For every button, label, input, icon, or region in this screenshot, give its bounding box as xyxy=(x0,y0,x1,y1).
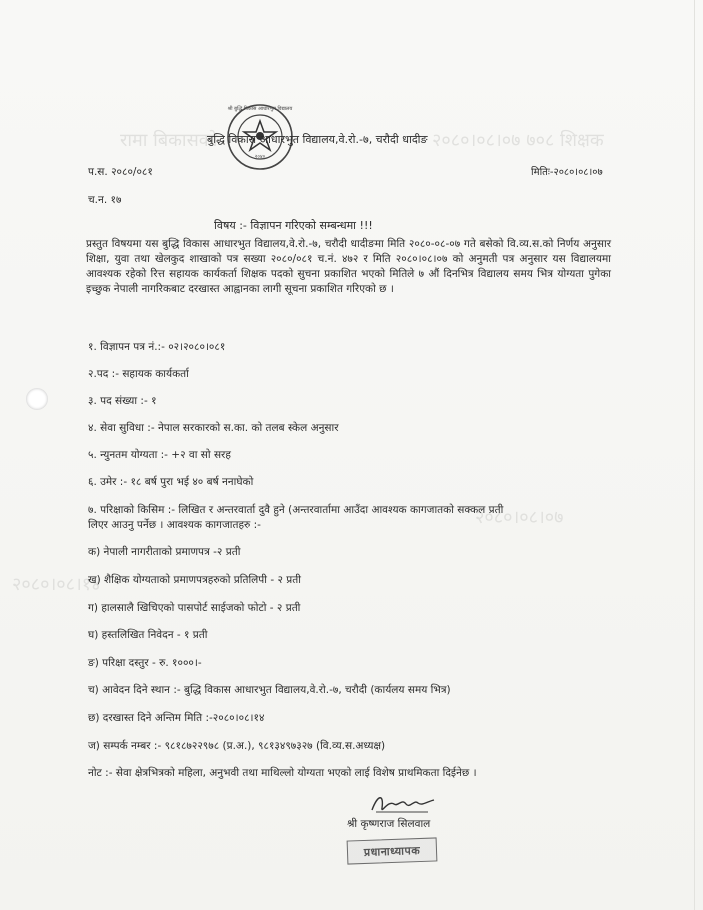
svg-text:श्री बुद्धि विकास आधारभुत विद्: श्री बुद्धि विकास आधारभुत विद्यालय xyxy=(227,106,293,112)
bleed-through-mark: २०८०।०८।०७ xyxy=(475,507,564,528)
doc-exam-fee: ङ) परिक्षा दस्तुर - रु. १०००।- xyxy=(88,657,202,669)
school-name: बुद्धि विकास आधारभुत विद्यालय,वे.रो.-७, चरौदी धादीङ xyxy=(207,133,428,146)
subject-line: विषय :- विज्ञापन गरिएको सम्बन्धमा !!! xyxy=(214,219,373,232)
letter-date: मितिः-२०८०।०८।०७ xyxy=(531,167,603,178)
doc-contact: ज) सम्पर्क नम्बर :- ९८१८७२२९७८ (प्र.अ.), ९८१३४९७३२७ (वि.व्य.स.अध्यक्ष) xyxy=(88,740,386,752)
bleed-through-mark: २०८०।०८।०७ ७०८ शिक्षक xyxy=(432,130,604,151)
page-edge xyxy=(694,0,695,910)
signatory-name: श्री कृष्णराज सिलवाल xyxy=(347,818,431,830)
handwritten-signature xyxy=(368,790,438,818)
doc-academic: ख) शैक्षिक योग्यताको प्रमाणपत्रहरुको प्रतिलिपी - २ प्रती xyxy=(88,574,301,586)
doc-photo: ग) हालसालै खिचिएको पासपोर्ट साईजको फोटो - २ प्रती xyxy=(88,602,301,614)
item-ad-number: १. विज्ञापन पत्र नं.:- ०२।२०८०।०८१ xyxy=(88,341,226,353)
punch-hole xyxy=(26,388,48,410)
headteacher-stamp: प्रधानाध्यापक xyxy=(347,837,438,864)
intro-paragraph: प्रस्तुत विषयमा यस बुद्धि विकास आधारभुत विद्यालय,वे.रो.-७, चरौदी धादीङमा मिति २०८०-०८-०७ गते बसेको वि.व्य.स.को निर्णय अनुसार शिक्षा, युवा तथा खेलकुद शाखाको पत्र सख्या २०८०/०८१ च.नं. ४७२ र मिति २०८०।०८।०७ को अनुमती पत्र अनुसार यस विद्यालयमा आवश्यक रहेको रित्त सहायक कार्यकर्ता शिक्षक पदको सुचना प्रकाशित भएको मितिले ७ औं दिनभित्र विद्यालय समय भित्र योग्यता पुगेका इच्छुक नेपाली नागरिकबाट दरखास्त आह्वानका लागी सूचना प्रकाशित गरिएको छ । xyxy=(86,238,611,295)
fiscal-year: प.स. २०८०/०८१ xyxy=(88,166,153,178)
doc-application: घ) हस्तलिखित निवेदन - १ प्रती xyxy=(88,629,208,641)
dispatch-number: च.न. १७ xyxy=(88,194,122,206)
item-exam-type: ७. परिक्षाको किसिम :- लिखित र अन्तरवार्ता दुवै हुने (अन्तरवार्तामा आउँदा आवश्यक कागजातको सक्कल प्रती xyxy=(88,504,504,516)
item-post: २.पद :- सहायक कार्यकर्ता xyxy=(88,368,189,380)
item-qualification: ५. न्युनतम योग्यता :- +२ वा सो सरह xyxy=(88,449,231,461)
item-post-count: ३. पद संख्या :- १ xyxy=(88,395,157,407)
item-benefits: ४. सेवा सुविधा :- नेपाल सरकारको स.का. को तलब स्केल अनुसार xyxy=(88,422,339,434)
bleed-through-mark: रामा बिकासको xyxy=(120,130,218,151)
doc-application-place: च) आवेदन दिने स्थान :- बुद्धि विकास आधारभुत विद्यालय,वे.रो.-७, चरौदी (कार्यलय समय भित्र) xyxy=(88,684,451,696)
note-text: नोट :- सेवा क्षेत्रभित्रको महिला, अनुभवी तथा माथिल्लो योग्यता भएको लाई विशेष प्राथमिकता दिईनेछ । xyxy=(88,767,477,779)
doc-citizenship: क) नेपाली नागरीताको प्रमाणपत्र -२ प्रती xyxy=(88,546,241,558)
svg-text:२०४०: २०४० xyxy=(254,154,266,160)
item-age: ६. उमेर :- १८ बर्ष पुरा भई ४० बर्ष ननाघेको xyxy=(88,476,254,488)
doc-deadline: छ) दरखास्त दिने अन्तिम मिति :-२०८०।०८।१४ xyxy=(88,712,265,724)
bleed-through-mark: २०८०।०८।१४ xyxy=(12,574,101,595)
item-exam-type-cont: लिएर आउनु पर्नेछ । आवश्यक कागजातहरु :- xyxy=(88,519,261,531)
